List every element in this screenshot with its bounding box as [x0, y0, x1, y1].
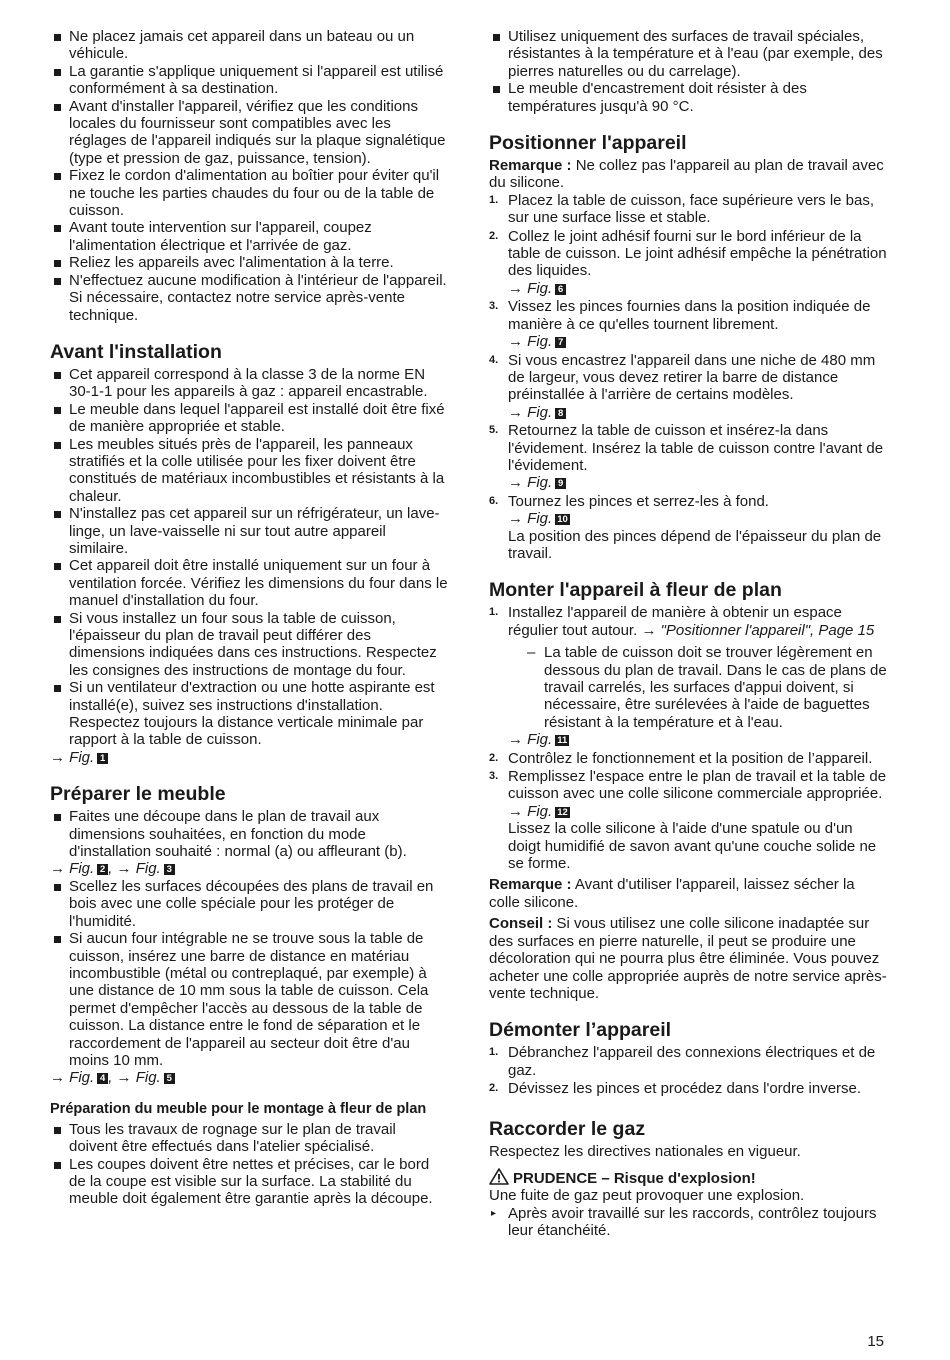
action-text: Après avoir travaillé sur les raccords, contrôlez toujours leur étanchéité.	[508, 1204, 877, 1240]
arrow-icon: →	[508, 731, 523, 749]
list-item-text: Utilisez uniquement des surfaces de travail spéciales, résistantes à la température et à l'eau (par exemple, des pierres naturelles ou du carrelage).	[508, 28, 883, 80]
bullet-square-icon	[54, 1127, 61, 1134]
heading-raccorder-gaz: Raccorder le gaz	[489, 1117, 646, 1140]
figure-number-badge: 1	[97, 753, 108, 764]
list-item	[489, 80, 887, 115]
bullet-square-icon	[54, 616, 61, 623]
arrow-icon: →	[116, 1069, 132, 1087]
bullet-square-icon	[54, 407, 61, 414]
list-item	[50, 1121, 448, 1156]
list-item-text: Avant toute intervention sur l'appareil, coupez l'alimentation électrique et l'arrivée de gaz.	[69, 219, 372, 254]
list-item-text: Si un ventilateur d'extraction ou une hotte aspirante est installé(e), suivez ses instructions d'installation. Respectez toujours la distance verticale minimale par rapport à la table de cuisson.	[69, 679, 435, 749]
list-item	[50, 28, 448, 63]
list-item	[50, 878, 448, 930]
list-item	[50, 1156, 448, 1208]
step-item	[489, 1044, 887, 1079]
raccorder-intro: Respectez les directives nationales en vigueur.	[489, 1142, 801, 1160]
arrow-icon: →	[116, 860, 132, 878]
figure-reference	[508, 333, 887, 350]
avant-bullet-list	[50, 366, 448, 749]
step-item	[489, 422, 887, 492]
preparation-bullet-list	[50, 1121, 448, 1208]
note-paragraph	[489, 157, 887, 192]
step-number: 3.	[489, 300, 499, 313]
figure-reference	[50, 1069, 448, 1086]
step-text: Vissez les pinces fournies dans la position indiquée de manière à ce qu'elles tournent librement.	[508, 298, 871, 333]
list-item-text: Scellez les surfaces découpées des plans de travail en bois avec une colle spéciale pour les protéger de l'humidité.	[69, 877, 434, 930]
fig-label: Fig.	[69, 748, 95, 766]
list-item-text: Si vous installez un four sous la table de cuisson, l'épaisseur du plan de travail peut différer des dimensions indiquées dans ces instructions. Respectez les consignes des instructions de montage du four.	[69, 609, 437, 679]
list-item-text: Faites une découpe dans le plan de travail aux dimensions souhaitées, en fonction du mode d'installation souhaité : normal (a) ou affleurant (b).	[69, 808, 407, 861]
tip-paragraph	[489, 915, 887, 1002]
heading-monter-appareil: Monter l'appareil à fleur de plan	[489, 579, 782, 602]
right-column	[489, 28, 887, 1240]
left-column	[50, 28, 448, 1208]
list-item	[50, 219, 448, 254]
step-text: Dévissez les pinces et procédez dans l'ordre inverse.	[508, 1080, 862, 1098]
list-item	[50, 254, 448, 271]
list-item	[489, 28, 887, 80]
step-item	[489, 352, 887, 422]
figure-number-badge: 9	[555, 478, 566, 489]
warning-text: Une fuite de gaz peut provoquer une explosion.	[489, 1187, 805, 1205]
bullet-square-icon	[54, 936, 61, 943]
step-item	[489, 298, 887, 350]
arrow-icon: →	[508, 510, 523, 528]
arrow-icon: →	[50, 1069, 65, 1087]
arrow-icon: →	[508, 403, 523, 421]
action-item	[489, 1205, 887, 1240]
bullet-square-icon	[54, 372, 61, 379]
step-text: Tournez les pinces et serrez-les à fond.	[508, 492, 769, 510]
list-item-text: La garantie s'applique uniquement si l'appareil est utilisé conformément à sa destination.	[69, 62, 444, 98]
dash-marker: –	[527, 644, 536, 662]
bullet-square-icon	[54, 104, 61, 111]
list-item-text: Avant d'installer l'appareil, vérifiez que les conditions locales du fournisseur sont compatibles avec les réglages de l'appareil indiqués sur la plaque signalétique (type et pression de gaz, puissance, tension).	[69, 97, 446, 167]
figure-reference	[508, 731, 887, 748]
bullet-square-icon	[54, 225, 61, 232]
list-item	[50, 401, 448, 436]
fig-label: Fig.	[527, 279, 553, 297]
fig-label: Fig.	[527, 474, 553, 492]
step-text: Débranchez l'appareil des connexions électriques et de gaz.	[508, 1044, 876, 1079]
figure-number-badge: 12	[557, 806, 568, 818]
step-number: 1.	[489, 193, 499, 206]
fig-label: Fig.	[527, 510, 553, 528]
cross-reference-link[interactable]: → "Positionner l'appareil", Page 15	[641, 621, 875, 639]
bullet-square-icon	[493, 34, 500, 41]
fig-separator: ,	[108, 860, 113, 878]
heading-demonter-appareil: Démonter l’appareil	[489, 1019, 672, 1042]
bullet-square-icon	[54, 278, 61, 285]
arrow-icon: →	[508, 333, 523, 351]
note-label: Remarque :	[489, 157, 572, 175]
note-text: Ne collez pas l'appareil au plan de travail avec du silicone.	[489, 157, 884, 192]
list-item-text: N'effectuez aucune modification à l'intérieur de l'appareil. Si nécessaire, contactez notre service après-vente technique.	[69, 271, 447, 324]
bullet-square-icon	[54, 563, 61, 570]
page-number: 15	[867, 1333, 884, 1350]
list-item	[50, 679, 448, 749]
positionner-steps	[489, 192, 887, 563]
fig-label: Fig.	[69, 860, 95, 878]
dash-text: La table de cuisson doit se trouver légèrement en dessous du plan de travail. Dans le cas de plans de travail carrelés, les surfaces d'appui doivent, si nécessaire, être surélevées à l'aide de baguettes résistant à la température et à l'eau.	[544, 644, 887, 731]
heading-preparer-meuble: Préparer le meuble	[50, 783, 226, 806]
list-item	[50, 557, 448, 609]
fig-label: Fig.	[135, 860, 161, 878]
step-text: Contrôlez le fonctionnement et la position de l’appareil.	[508, 749, 873, 767]
figure-reference	[508, 280, 887, 297]
warning-title	[489, 1168, 887, 1187]
step-number: 2.	[489, 751, 499, 764]
list-item-text: Reliez les appareils avec l'alimentation à la terre.	[69, 254, 394, 272]
list-item	[50, 808, 448, 860]
triangle-bullet-icon: ▸	[491, 1207, 497, 1219]
step-item	[489, 493, 887, 563]
intro-bullet-list	[50, 28, 448, 324]
step-text: Si vous encastrez l'appareil dans une niche de 480 mm de largeur, vous devez retirer la barre de distance préinstallée à l'arrière de certains modèles.	[508, 351, 876, 404]
figure-number-badge: 5	[164, 1073, 175, 1084]
figure-number-badge: 11	[557, 735, 568, 747]
list-item-text: Cet appareil doit être installé uniquement sur un four à ventilation forcée. Vérifiez les dimensions du four dans le manuel d'installation du four.	[69, 557, 448, 610]
arrow-icon: →	[508, 802, 523, 820]
list-item-text: Si aucun four intégrable ne se trouve sous la table de cuisson, insérez une barre de distance en matériau incombustible (métal ou contreplaqué, par exemple) à une distance de 10 mm sous la table de cuisson. Cela permet d'empêcher l'accès au dessous de la table de cuisson. La distance entre le fond de séparation et le raccordement de l'appareil au secteur doit être d'au moins 10 mm.	[69, 930, 429, 1069]
list-item	[50, 63, 448, 98]
list-item	[50, 436, 448, 506]
tip-label: Conseil :	[489, 915, 553, 933]
figure-reference	[508, 510, 887, 527]
step-number: 1.	[489, 606, 499, 619]
fig-label: Fig.	[69, 1069, 95, 1087]
bullet-square-icon	[54, 685, 61, 692]
step-text: Collez le joint adhésif fourni sur le bord inférieur de la table de cuisson. Le joint adhésif empêche la pénétration des liquides.	[508, 227, 887, 280]
step-item	[489, 228, 887, 298]
bullet-square-icon	[54, 1162, 61, 1169]
figure-number-badge: 4	[97, 1073, 108, 1084]
step-number: 1.	[489, 1046, 499, 1059]
bullet-square-icon	[54, 442, 61, 449]
bullet-square-icon	[54, 814, 61, 821]
figure-number-badge: 10	[557, 514, 568, 526]
tip-text: Si vous utilisez une colle silicone inadaptée sur des surfaces en pierre naturelle, il peut se produire une décoloration qui ne pourra plus être éliminée. Vous pouvez acheter une colle appropriée auprès de notre service après-vente technique.	[489, 915, 887, 1002]
fig-label: Fig.	[527, 333, 553, 351]
bullet-square-icon	[54, 260, 61, 267]
step-text: Placez la table de cuisson, face supérieure vers le bas, sur une surface lisse et stable.	[508, 191, 875, 227]
fig-label: Fig.	[135, 1069, 161, 1087]
list-item	[50, 272, 448, 324]
step-item	[489, 192, 887, 227]
figure-reference	[508, 474, 887, 491]
step-text: Retournez la table de cuisson et insérez-la dans l'évidement. Insérez la table de cuisson contre l'avant de l'évidement.	[508, 422, 884, 474]
step-item	[489, 1080, 887, 1097]
note-paragraph	[489, 876, 887, 911]
figure-number-badge: 7	[555, 337, 566, 348]
fig-label: Fig.	[527, 802, 553, 820]
step-number: 2.	[489, 1082, 499, 1095]
list-item-text: Ne placez jamais cet appareil dans un bateau ou un véhicule.	[69, 28, 415, 63]
demonter-steps	[489, 1044, 887, 1097]
list-item-text: Les coupes doivent être nettes et précises, car le bord de la coupe est visible sur la surface. La stabilité du meuble doit également être garantie après la découpe.	[69, 1155, 433, 1208]
bullet-square-icon	[54, 34, 61, 41]
list-item	[50, 366, 448, 401]
step-number: 2.	[489, 229, 499, 242]
step-item	[489, 604, 887, 748]
warning-triangle-icon	[489, 1168, 509, 1185]
list-item	[50, 98, 448, 168]
fig-separator: ,	[108, 1069, 113, 1087]
step-number: 3.	[489, 770, 499, 783]
list-item	[50, 505, 448, 557]
step-item	[489, 750, 887, 767]
figure-reference	[50, 860, 448, 877]
figure-number-badge: 3	[164, 864, 175, 875]
bullet-square-icon	[54, 511, 61, 518]
list-item	[50, 610, 448, 680]
heading-positionner-appareil: Positionner l'appareil	[489, 132, 687, 155]
arrow-icon: →	[50, 860, 65, 878]
step-number: 5.	[489, 424, 499, 437]
list-item-text: Cet appareil correspond à la classe 3 de la norme EN 30-1-1 pour les appareils à gaz : appareil encastrable.	[69, 365, 428, 401]
preparer-bullet-list	[50, 808, 448, 860]
heading-preparation-meuble: Préparation du meuble pour le montage à fleur de plan	[50, 1100, 427, 1117]
figure-reference	[508, 404, 887, 421]
monter-steps	[489, 604, 887, 872]
list-item-text: Les meubles situés près de l'appareil, les panneaux stratifiés et la colle utilisée pour les fixer doivent être constitués de matériaux incombustibles et résistants à la chaleur.	[69, 435, 445, 505]
arrow-icon: →	[508, 279, 523, 297]
list-item-text: Le meuble dans lequel l'appareil est installé doit être fixé de manière appropriée et stable.	[69, 400, 445, 436]
bullet-square-icon	[54, 173, 61, 180]
bullet-square-icon	[54, 69, 61, 76]
note-text: Avant d'utiliser l'appareil, laissez sécher la colle silicone.	[489, 876, 855, 911]
step-number: 6.	[489, 494, 499, 507]
list-item-text: N'installez pas cet appareil sur un réfrigérateur, un lave-linge, un lave-vaisselle ni sur tout autre appareil similaire.	[69, 505, 440, 557]
fig-label: Fig.	[527, 731, 553, 749]
arrow-icon: →	[50, 748, 65, 766]
figure-number-badge: 8	[555, 408, 566, 419]
list-item-text: Le meuble d'encastrement doit résister à des températures jusqu'à 90 °C.	[508, 80, 807, 115]
list-item	[50, 930, 448, 1069]
note-label: Remarque :	[489, 876, 572, 894]
heading-avant-installation: Avant l'installation	[50, 340, 222, 363]
dash-item	[508, 644, 887, 731]
figure-reference	[508, 803, 887, 820]
step-after-text: La position des pinces dépend de l'épaisseur du plan de travail.	[508, 527, 882, 562]
step-number: 4.	[489, 353, 499, 366]
warning-title-text: PRUDENCE – Risque d'explosion!	[513, 1169, 756, 1187]
list-item-text: Fixez le cordon d'alimentation au boîtier pour éviter qu'il ne touche les parties chaudes du four ou de la table de cuisson.	[69, 167, 440, 220]
step-item	[489, 768, 887, 872]
fig-label: Fig.	[527, 403, 553, 421]
bullet-square-icon	[493, 86, 500, 93]
list-item-text: Tous les travaux de rognage sur le plan de travail doivent être effectués dans l'atelier spécialisé.	[69, 1120, 396, 1156]
intro-bullet-list	[489, 28, 887, 115]
arrow-icon: →	[508, 474, 523, 492]
step-text: Remplissez l'espace entre le plan de travail et la table de cuisson avec une colle silicone commerciale appropriée.	[508, 768, 887, 803]
figure-number-badge: 2	[97, 864, 108, 875]
preparer-bullet-list-2	[50, 878, 448, 1069]
step-after-text: Lissez la colle silicone à l'aide d'une spatule ou d'un doigt humidifié de savon avant qu'une couche solide ne se forme.	[508, 820, 877, 873]
figure-number-badge: 6	[555, 284, 566, 295]
step-text: Installez l'appareil de manière à obtenir un espace régulier tout autour.	[508, 604, 842, 639]
list-item	[50, 167, 448, 219]
figure-reference	[50, 749, 448, 766]
action-list	[489, 1205, 887, 1240]
bullet-square-icon	[54, 884, 61, 891]
